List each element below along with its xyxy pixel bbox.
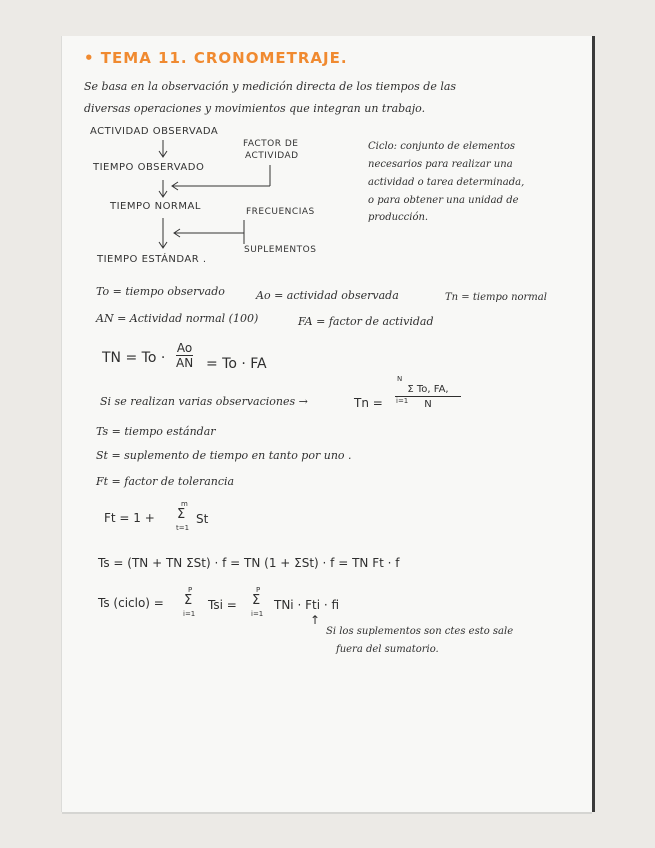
ciclo-line-3: actividad o tarea determinada, xyxy=(368,177,525,188)
formula-ciclo-lhs: Ts (ciclo) = xyxy=(98,596,164,610)
def-ft: Ft = factor de tolerancia xyxy=(96,475,235,488)
def-ts: Ts = tiempo estándar xyxy=(96,425,216,438)
formula-tn-num: Ao xyxy=(176,341,193,355)
formula-ciclo-s1-sub: i=1 xyxy=(183,610,196,618)
formula-tn-lhs: TN = To · xyxy=(102,350,166,366)
formula-ciclo-note-2: fuera del sumatorio. xyxy=(336,644,439,655)
label-frecuencias: FRECUENCIAS xyxy=(246,207,315,217)
def-an: AN = Actividad normal (100) xyxy=(96,312,259,325)
formula-tn-den: AN xyxy=(176,356,194,371)
varias-sigma-sub: i=1 xyxy=(396,397,409,405)
formula-ciclo-s2: Σ xyxy=(252,593,261,608)
varias-num: Σ To, FA, xyxy=(407,384,449,395)
label-actividad-observada: ACTIVIDAD OBSERVADA xyxy=(90,126,219,137)
def-st: St = suplemento de tiempo en tanto por uno . xyxy=(96,449,352,462)
formula-ciclo-s2-sub: i=1 xyxy=(251,610,264,618)
intro-line-2: diversas operaciones y movimientos que integran un trabajo. xyxy=(84,102,426,115)
label-suplementos: SUPLEMENTOS xyxy=(244,245,317,255)
label-factor-1: FACTOR DE xyxy=(243,139,299,149)
ciclo-line-4: o para obtener una unidad de xyxy=(368,195,519,206)
label-tiempo-observado: TIEMPO OBSERVADO xyxy=(93,162,205,173)
formula-tn-rhs: = To · FA xyxy=(206,356,267,372)
formula-ciclo-s1-sup: P xyxy=(188,586,193,594)
formula-ft-sup: m xyxy=(181,500,188,508)
def-ao: Ao = actividad observada xyxy=(256,289,399,302)
varias-text: Si se realizan varias observaciones → xyxy=(100,395,308,408)
formula-ciclo-s1: Σ xyxy=(184,593,193,608)
formula-ft-lhs: Ft = 1 + xyxy=(104,511,155,525)
formula-ft-sigma: Σ xyxy=(177,507,186,522)
varias-lhs: Tn = xyxy=(354,396,383,410)
intro-line-1: Se basa en la observación y medición directa de los tiempos de las xyxy=(84,80,457,93)
ciclo-line-5: producción. xyxy=(368,212,429,223)
def-to: To = tiempo observado xyxy=(96,285,225,298)
formula-ciclo-note-1: Si los suplementos son ctes esto sale xyxy=(326,626,514,637)
def-tn: Tn = tiempo normal xyxy=(445,292,547,303)
formula-ts: Ts = (TN + TN ΣSt) · f = TN (1 + ΣSt) · f = TN Ft · f xyxy=(98,556,400,570)
formula-ciclo-mid: Tsi = xyxy=(208,598,237,612)
ciclo-line-2: necesarios para realizar una xyxy=(368,159,513,170)
label-tiempo-estandar: TIEMPO ESTÁNDAR . xyxy=(97,254,207,265)
label-factor-2: ACTIVIDAD xyxy=(245,151,299,161)
formula-ciclo-rhs: TNi · Fti · fi xyxy=(274,598,340,612)
page-title: • TEMA 11. CRONOMETRAJE. xyxy=(84,49,348,67)
def-fa: FA = factor de actividad xyxy=(298,315,434,328)
formula-ft-sub: t=1 xyxy=(176,524,190,532)
formula-ciclo-s2-sup: P xyxy=(256,586,261,594)
label-tiempo-normal: TIEMPO NORMAL xyxy=(110,201,201,212)
ciclo-line-1: Ciclo: conjunto de elementos xyxy=(368,141,516,152)
formula-ft-rhs: St xyxy=(196,512,209,526)
formula-tn-fraction xyxy=(176,341,193,371)
varias-sigma-sup: N xyxy=(397,375,403,383)
varias-den: N xyxy=(424,399,432,410)
formula-ciclo-mark: ↑ xyxy=(310,613,321,627)
